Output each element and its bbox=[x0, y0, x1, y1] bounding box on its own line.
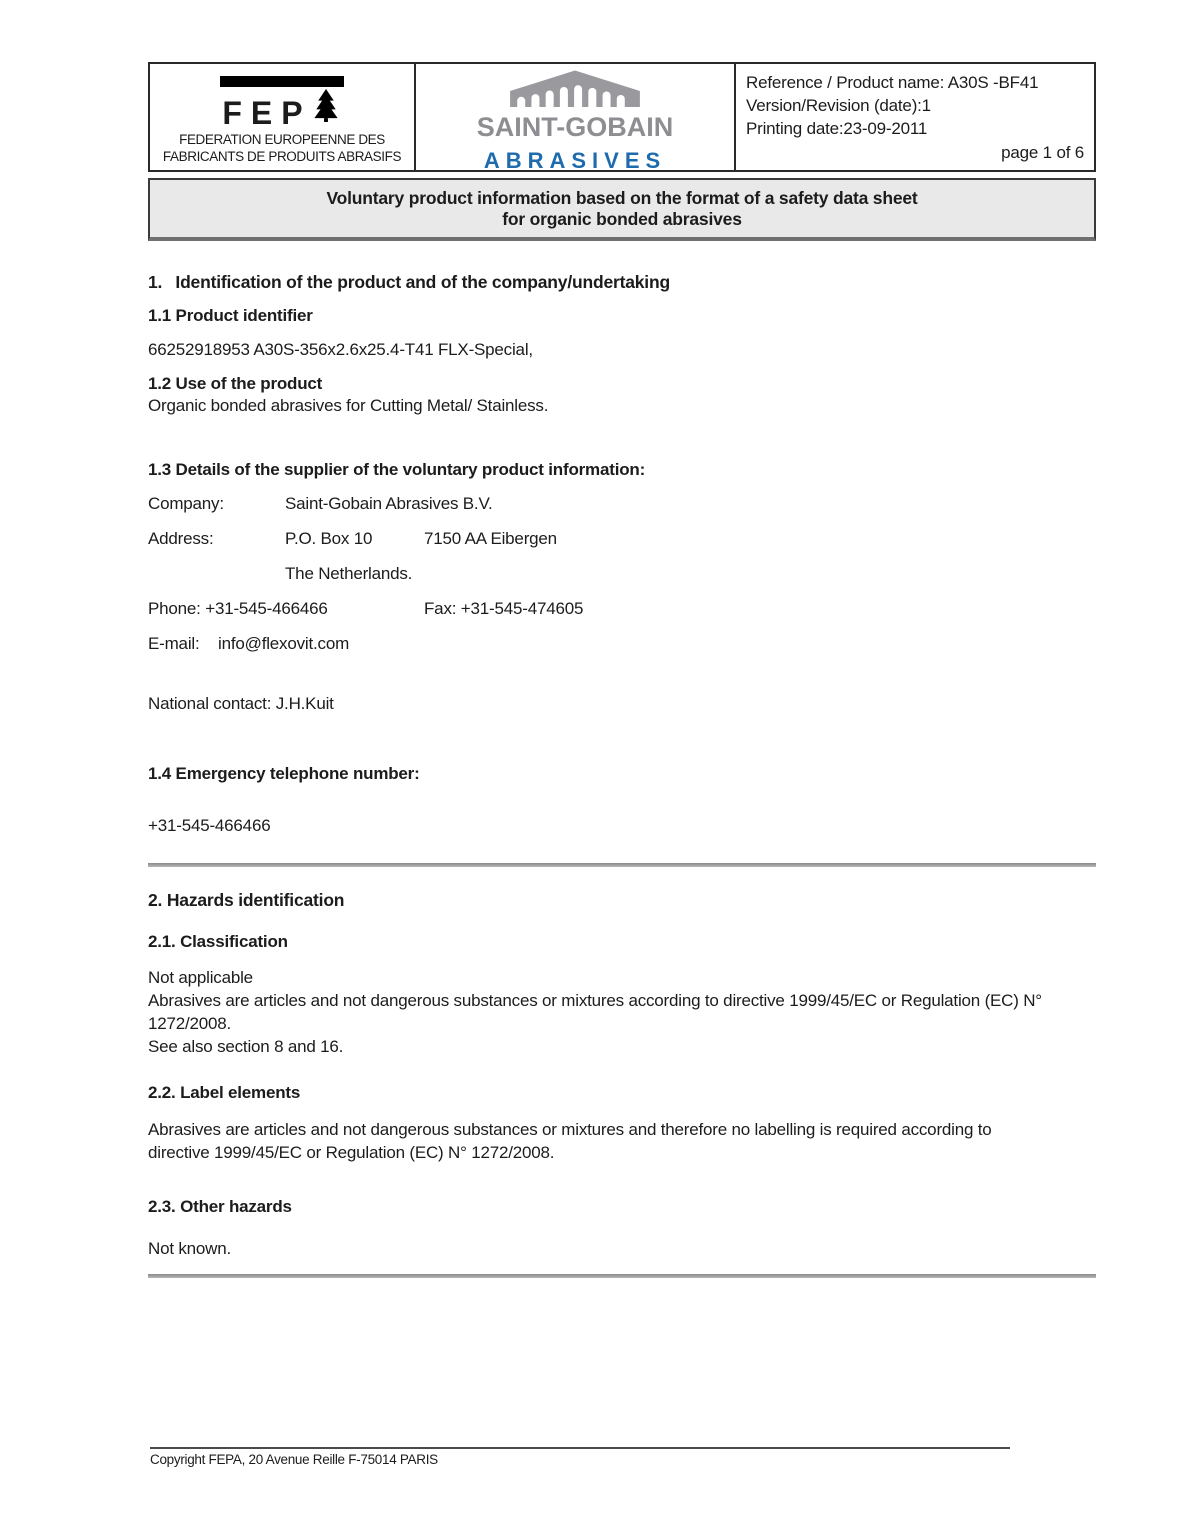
document-content bbox=[148, 62, 1096, 1278]
fepa-header-cell bbox=[150, 64, 414, 170]
other-hazards-text: Not known. bbox=[148, 1239, 232, 1258]
use-of-product-value: Organic bonded abrasives for Cutting Metal/ Stainless. bbox=[148, 396, 549, 415]
phone-entry bbox=[148, 598, 424, 620]
fax-label: Fax: bbox=[424, 599, 457, 618]
fepa-logo bbox=[220, 76, 343, 131]
title-line1: Voluntary product information based on the format of a safety data sheet bbox=[326, 188, 918, 208]
page-footer bbox=[150, 1447, 1010, 1467]
section1-heading: 1. Identification of the product and of the company/undertaking bbox=[148, 272, 670, 292]
section2-2-heading: 2.2. Label elements bbox=[148, 1083, 301, 1102]
fepa-organization-name bbox=[163, 131, 401, 165]
supplier-address-row bbox=[148, 528, 1096, 550]
header-table bbox=[148, 62, 1096, 172]
document-meta-cell bbox=[734, 64, 1094, 170]
section-divider-rule-2 bbox=[148, 1274, 1096, 1278]
fax-value: +31-545-474605 bbox=[460, 599, 584, 618]
fepa-tree-icon bbox=[314, 89, 338, 127]
address-label: Address: bbox=[148, 529, 214, 548]
saint-gobain-bridge-icon bbox=[507, 67, 643, 112]
document-title-bar bbox=[148, 178, 1096, 241]
section2-1-heading: 2.1. Classification bbox=[148, 932, 288, 951]
company-label: Company: bbox=[148, 494, 224, 513]
label-elements-paragraph: Abrasives are articles and not dangerous substances or mixtures and therefore no labelling is required according to directive 1999/45/EC or Regulation (EC) N° 1272/2008. bbox=[148, 1120, 992, 1162]
email-value: info@flexovit.com bbox=[218, 634, 350, 653]
address-country: The Netherlands. bbox=[285, 564, 413, 583]
emergency-phone: +31-545-466466 bbox=[148, 816, 271, 835]
supplier-country-row bbox=[148, 563, 1096, 585]
section1-3-heading: 1.3 Details of the supplier of the voluntary product information: bbox=[148, 460, 646, 479]
section1-1-heading: 1.1 Product identifier bbox=[148, 306, 313, 325]
classification-text bbox=[148, 966, 1053, 1058]
address-pobox: P.O. Box 10 bbox=[285, 529, 373, 548]
product-identifier-value: 66252918953 A30S-356x2.6x25.4-T41 FLX-Special, bbox=[148, 340, 533, 359]
classification-see-also: See also section 8 and 16. bbox=[148, 1037, 344, 1056]
saint-gobain-header-cell bbox=[414, 64, 734, 170]
saint-gobain-name: SAINT-GOBAIN bbox=[476, 111, 674, 142]
printing-date: Printing date:23-09-2011 bbox=[746, 119, 928, 138]
address-city: 7150 AA Eibergen bbox=[424, 529, 557, 548]
address-label-spacer bbox=[148, 563, 285, 585]
section2-heading: 2. Hazards identification bbox=[148, 890, 345, 910]
supplier-email-row bbox=[148, 633, 1096, 655]
classification-paragraph: Abrasives are articles and not dangerous substances or mixtures according to directive 1999/45/EC or Regulation (EC) N° 1272/2008. bbox=[148, 991, 1042, 1033]
page-number: page 1 of 6 bbox=[1001, 143, 1084, 162]
title-line2: for organic bonded abrasives bbox=[502, 209, 742, 229]
supplier-phone-fax-row bbox=[148, 598, 1096, 620]
fepa-org-line1: FEDERATION EUROPEENNE DES bbox=[179, 132, 385, 147]
email-label: E-mail: bbox=[148, 634, 200, 653]
section1-2-heading: 1.2 Use of the product bbox=[148, 374, 323, 393]
section-divider-rule bbox=[148, 863, 1096, 867]
phone-value: +31-545-466466 bbox=[205, 599, 328, 618]
company-value: Saint-Gobain Abrasives B.V. bbox=[285, 494, 493, 513]
national-contact: National contact: J.H.Kuit bbox=[148, 694, 334, 713]
phone-label: Phone: bbox=[148, 599, 201, 618]
section1-4-heading: 1.4 Emergency telephone number: bbox=[148, 764, 420, 783]
saint-gobain-division: ABRASIVES bbox=[483, 147, 667, 170]
fepa-logo-text: FEP bbox=[222, 94, 312, 131]
section2-3-heading: 2.3. Other hazards bbox=[148, 1197, 292, 1216]
version-revision: Version/Revision (date):1 bbox=[746, 96, 931, 115]
classification-not-applicable: Not applicable bbox=[148, 968, 253, 987]
fax-entry bbox=[424, 598, 1096, 620]
supplier-company-row bbox=[148, 493, 1096, 515]
fepa-org-line2: FABRICANTS DE PRODUITS ABRASIFS bbox=[162, 149, 402, 164]
reference-product-name: Reference / Product name: A30S -BF41 bbox=[746, 73, 1039, 92]
footer-copyright: Copyright FEPA, 20 Avenue Reille F-75014 PARIS bbox=[150, 1452, 438, 1467]
